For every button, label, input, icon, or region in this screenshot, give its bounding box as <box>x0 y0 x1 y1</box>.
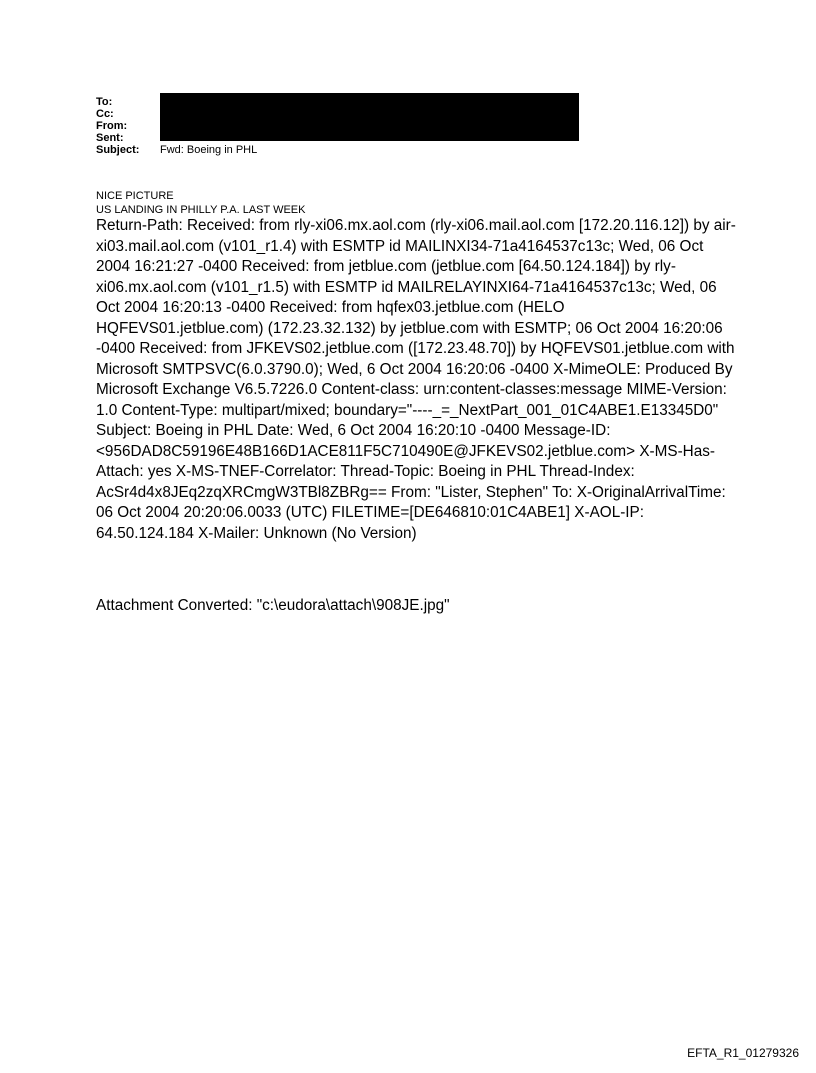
bates-number: EFTA_R1_01279326 <box>687 1046 799 1060</box>
redaction-block <box>160 93 579 141</box>
sent-label: Sent: <box>96 132 124 144</box>
raw-email-headers: Return-Path: Received: from rly-xi06.mx.aol.com (rly-xi06.mail.aol.com [172.20.116.12]) by air-xi03.mail.aol.com (v101_r1.4) with ESMTP id MAILINXI34-71a4164537c13c; Wed, 06 Oct 2004 16:21:27 -0400 Received: from jetblue.com (jetblue.com [64.50.124.184]) by rly-xi06.mx.aol.com (v101_r1.5) with ESMTP id MAILRELAYINXI64-71a4164537c13c; Wed, 06 Oct 2004 16:20:13 -0400 Received: from hqfex03.jetblue.com (HELO HQFEVS01.jetblue.com) (172.23.32.132) by jetblue.com with ESMTP; 06 Oct 2004 16:20:06 -0400 Received: from JFKEVS02.jetblue.com ([172.23.48.70]) by HQFEVS01.jetblue.com with Microsoft SMTPSVC(6.0.3790.0); Wed, 6 Oct 2004 16:20:06 -0400 X-MimeOLE: Produced By Microsoft Exchange V6.5.7226.0 Content-class: urn:content-classes:message MIME-Version: 1.0 Content-Type: multipart/mixed; boundary="----_=_NextPart_001_01C4ABE1.E13345D0" Subject: Boeing in PHL Date: Wed, 6 Oct 2004 16:20:10 -0400 Message-ID: <956DAD8C59196E48B166D1ACE811F5C710490E@JFKEVS02.jetblue.com> X-MS-Has-Attach: yes X-MS-TNEF-Correlator: Thread-Topic: Boeing in PHL Thread-Index: AcSr4d4x8JEq2zqXRCmgW3TBl8ZBRg== From: "Lister, Stephen" To: X-OriginalArrivalTime: 06 Oct 2004 20:20:06.0033 (UTC) FILETIME=[DE646810:01C4ABE1] X-AOL-IP: 64.50.124.184 X-Mailer: Unknown (No Version) <box>96 217 736 542</box>
to-label: To: <box>96 96 113 108</box>
subject-value: Fwd: Boeing in PHL <box>160 144 258 156</box>
from-label: From: <box>96 120 128 132</box>
message-line-2: US LANDING IN PHILLY P.A. LAST WEEK <box>96 204 306 216</box>
subject-row <box>96 144 586 156</box>
subject-label: Subject: <box>96 144 140 156</box>
cc-label: Cc: <box>96 108 114 120</box>
message-intro <box>96 189 305 217</box>
attachment-note: Attachment Converted: "c:\eudora\attach\908JE.jpg" <box>96 597 450 614</box>
message-line-1: NICE PICTURE <box>96 190 174 202</box>
